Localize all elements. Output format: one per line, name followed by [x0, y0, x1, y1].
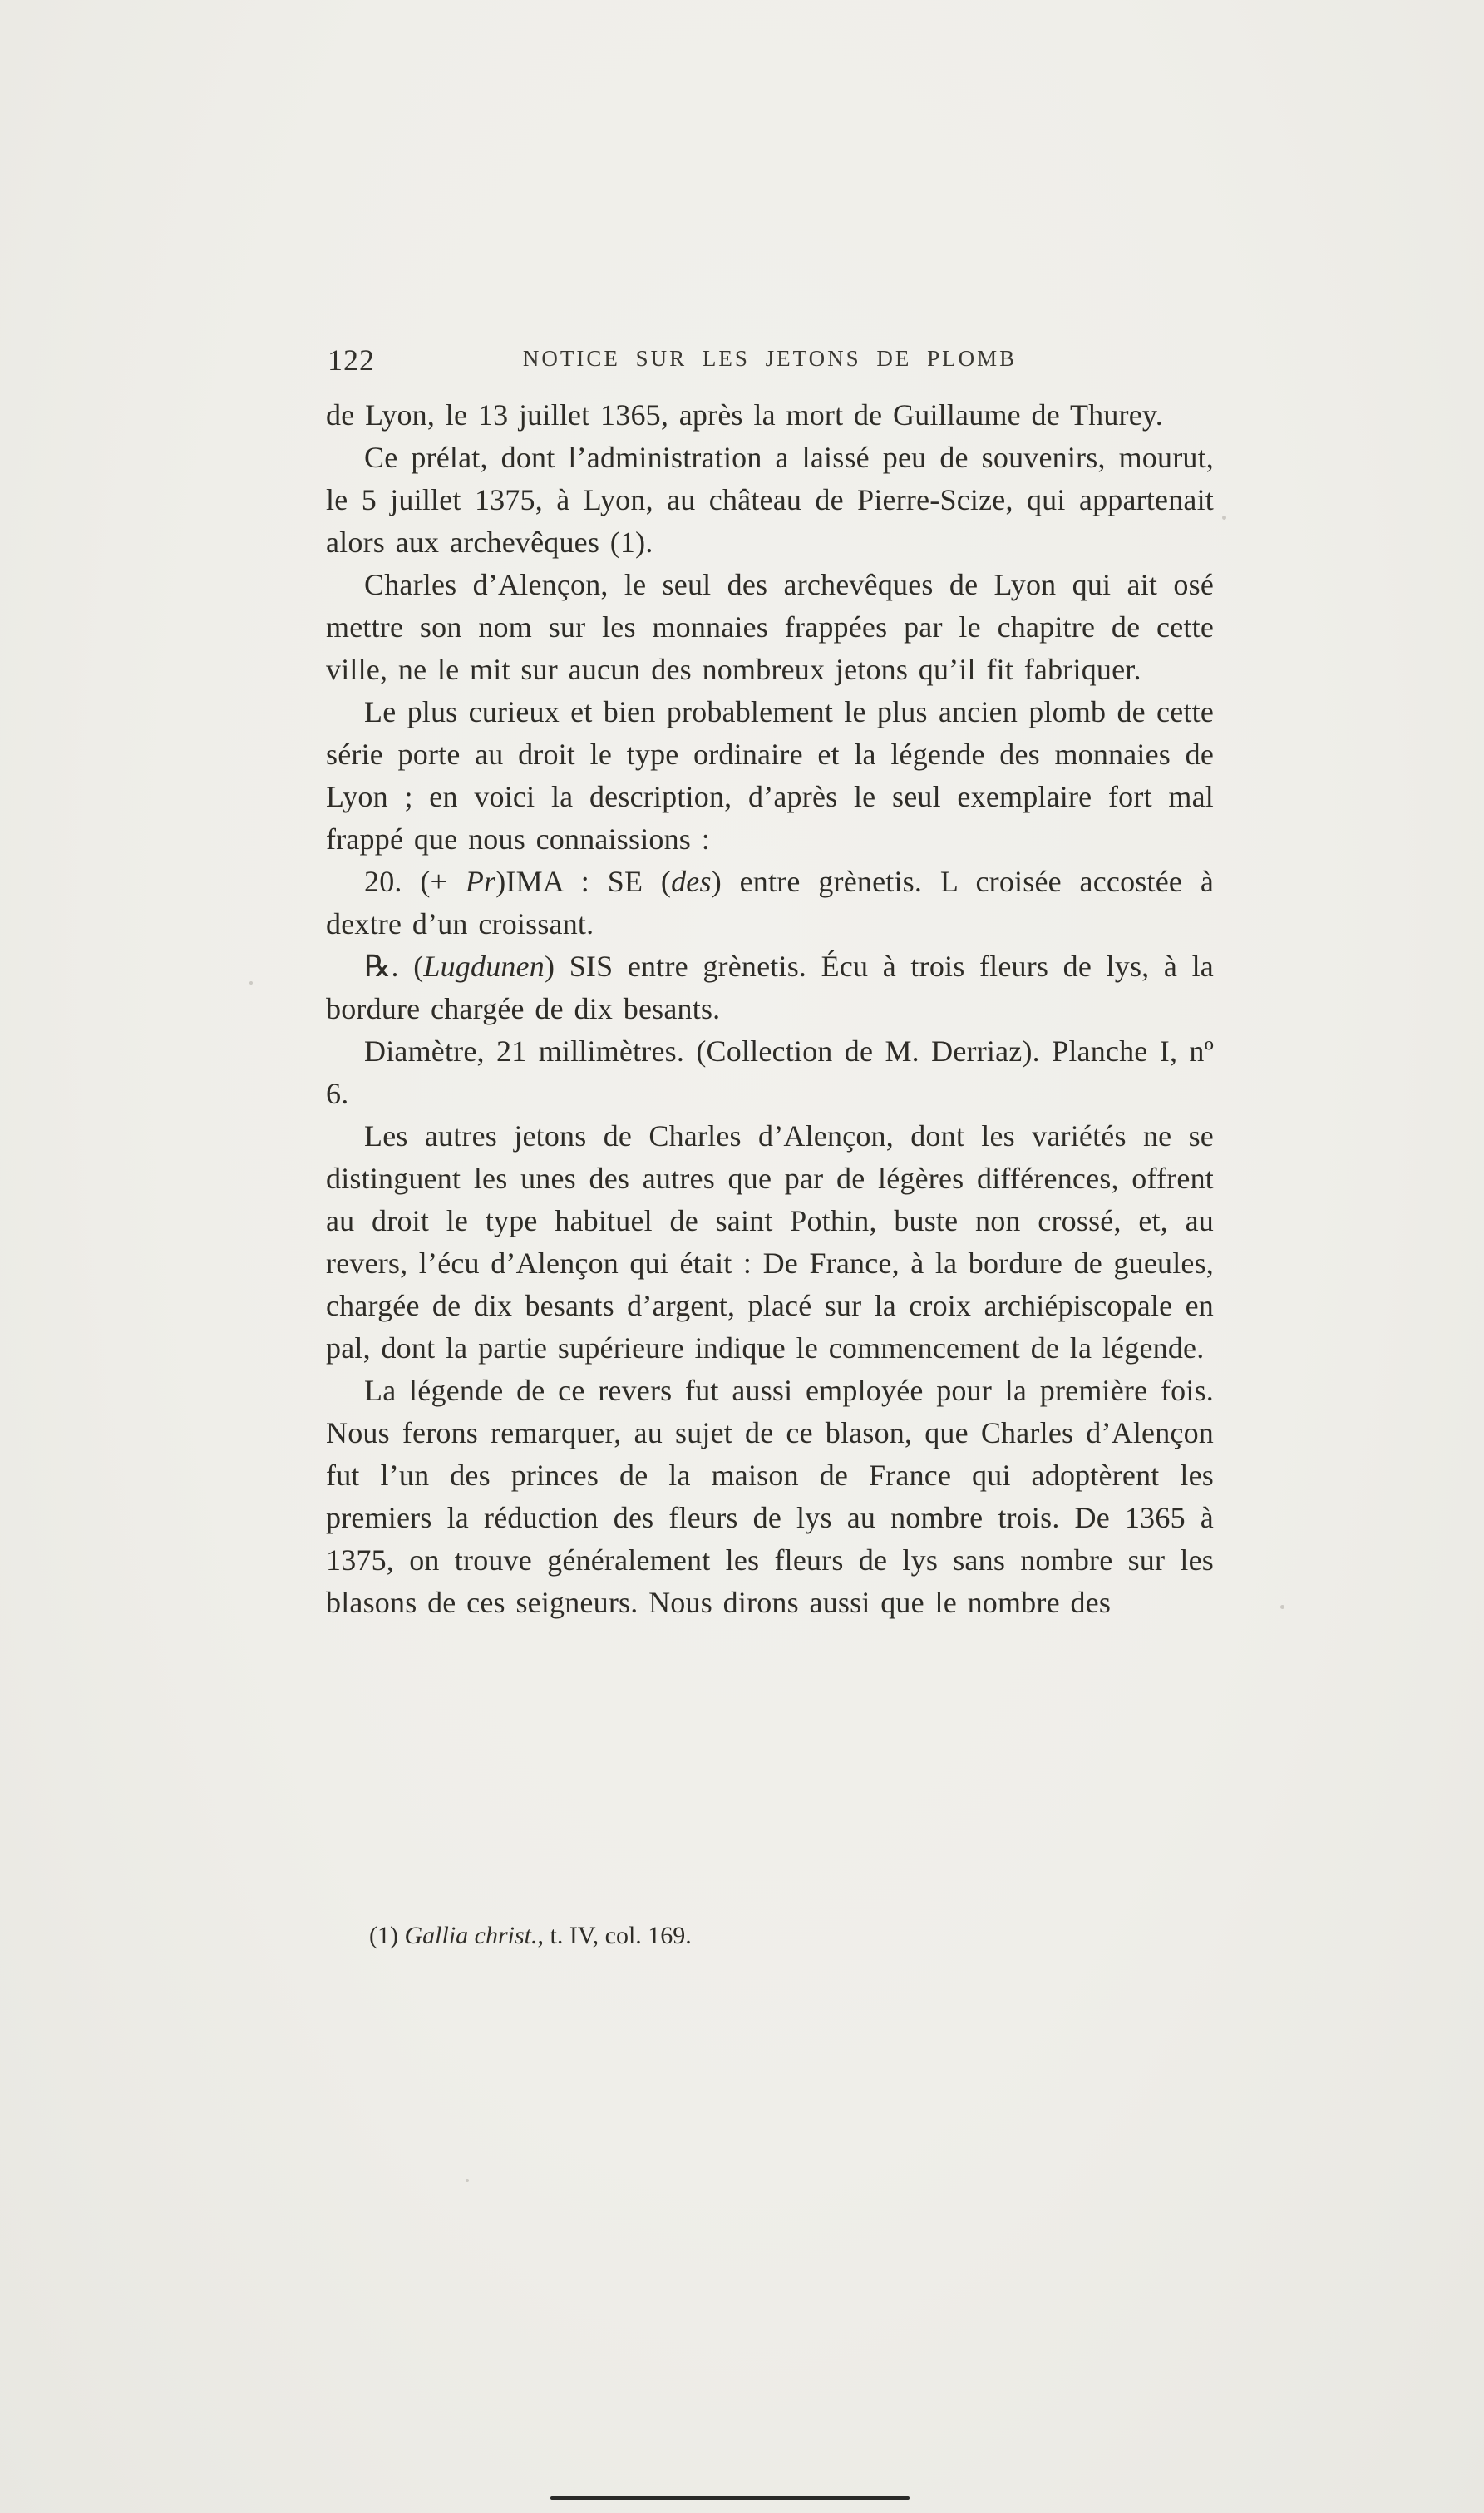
paragraph-5-jeton-description-obverse [326, 861, 1214, 945]
text-run: ) SIS entre grènetis. Écu à trois fleurs de lys, à la bordure chargée de dix besants. [326, 950, 1214, 1025]
page-header [326, 343, 1214, 377]
running-header: NOTICE SUR LES JETONS DE PLOMB [522, 346, 1018, 371]
scan-speckle [466, 2179, 469, 2182]
text-run: de Lyon, le 13 juillet 1365, après la mort de Guillaume de Thurey. [326, 398, 1163, 432]
paragraph-8 [326, 1115, 1214, 1370]
text-run: )IMA : SE ( [495, 865, 672, 898]
text-block [326, 394, 1214, 1624]
text-run-italic: des [671, 865, 712, 898]
text-run-italic: Pr [465, 865, 496, 898]
text-run: La légende de ce revers fut aussi employée pour la première fois. Nous ferons remarquer, au sujet de ce blason, que Charles d’Alençon fut l’un des princes de la maison de France qui adoptèrent les premiers la réduction des fleurs de lys au nombre trois. De 1365 à 1375, on trouve généralement les fleurs de lys sans nombre sur les blasons de ces seigneurs. Nous dirons aussi que le nombre des [326, 1374, 1214, 1619]
paragraph-1 [326, 394, 1214, 437]
paragraph-3 [326, 564, 1214, 691]
paragraph-2 [326, 437, 1214, 564]
text-run: Charles d’Alençon, le seul des archevêques de Lyon qui ait osé mettre son nom sur les monnaies frappées par le chapitre de cette ville, ne le mit sur aucun des nombreux jetons qu’il fit fabriquer. [326, 568, 1214, 686]
text-run: Les autres jetons de Charles d’Alençon, dont les variétés ne se distinguent les unes des autres que par de légères différences, offrent au droit le type habituel de saint Pothin, buste non crossé, et, au revers, l’écu d’Alençon qui était : De France, à la bordure de gueules, chargée de dix besants d’argent, placé sur la croix archiépiscopale en pal, dont la partie supérieure indique le commencement de la légende. [326, 1119, 1214, 1365]
paragraph-4 [326, 691, 1214, 861]
text-run-italic: Lugdunen [423, 950, 545, 983]
scan-speckle [1222, 516, 1226, 520]
text-run: 20. (+ [364, 865, 466, 898]
footnote-marker-text-run: (1) [369, 1922, 405, 1949]
text-run: , t. IV, col. 169. [537, 1922, 692, 1949]
paragraph-9 [326, 1370, 1214, 1624]
paragraph-6-jeton-description-reverse [326, 945, 1214, 1030]
text-run: ) entre grènetis. L croisée accostée à dextre d’un croissant. [326, 865, 1214, 941]
text-run: Diamètre, 21 millimètres. (Collection de M. Derriaz). Planche I, nº 6. [326, 1034, 1214, 1110]
scan-speckle [1280, 1605, 1284, 1609]
paragraph-7-diameter-collection [326, 1030, 1214, 1115]
page-number: 122 [328, 343, 375, 377]
scan-speckle [249, 981, 253, 985]
reverse-mark-text-run: ℞. ( [364, 950, 424, 983]
scan-artifact-line [550, 2496, 910, 2500]
footnote-title-italic: Gallia christ. [404, 1922, 538, 1949]
text-run: Le plus curieux et bien probablement le plus ancien plomb de cette série porte au droit le type ordinaire et la légende des monnaies de Lyon ; en voici la description, d’après le seul exemplaire fort mal frappé que nous connaissions : [326, 695, 1214, 856]
footnote [326, 1919, 1214, 1953]
text-run: Ce prélat, dont l’administration a laissé peu de souvenirs, mourut, le 5 juillet 1375, à Lyon, au château de Pierre-Scize, qui appartenait alors aux archevêques (1). [326, 441, 1214, 559]
